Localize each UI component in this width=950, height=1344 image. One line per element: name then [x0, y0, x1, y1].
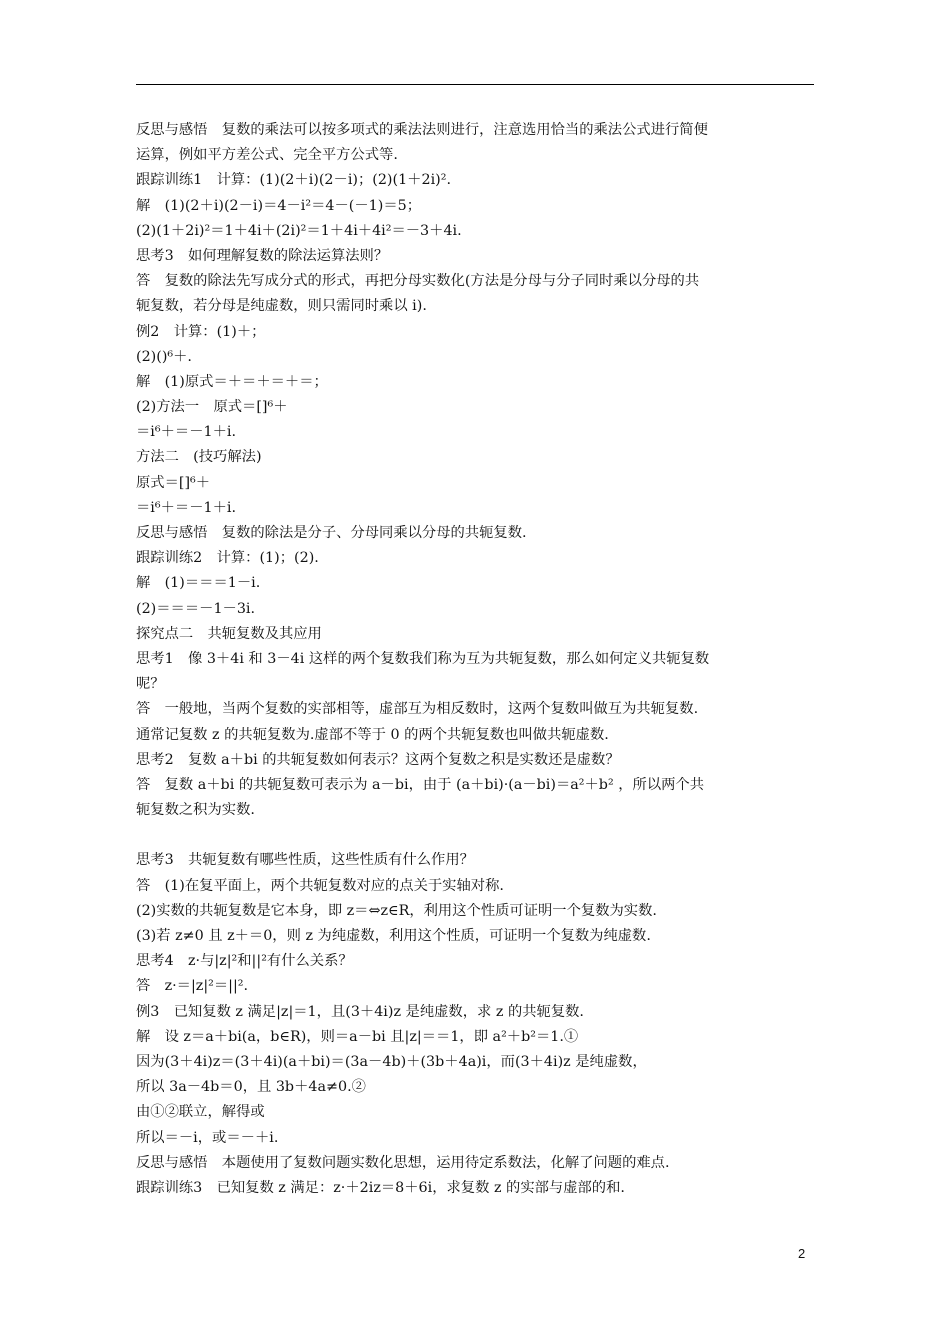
text-line: 方法二 (技巧解法): [136, 449, 262, 466]
text-line: 解 (1)原式＝＋＝＋＝＋＝；: [136, 373, 328, 390]
text-line: (2)(1＋2i)²＝1＋4i＋(2i)²＝1＋4i＋4i²＝－3＋4i.: [136, 222, 462, 239]
text-line: 轭复数，若分母是纯虚数，则只需同时乘以 i).: [136, 298, 427, 315]
page-number: 2: [798, 1246, 806, 1261]
text-line: 解 设 z＝a＋bi(a，b∈R)，则＝a－bi 且|z|＝＝1，即 a²＋b²＝1.①: [136, 1028, 579, 1045]
text-line: 跟踪训练2 计算：(1)；(2).: [136, 550, 319, 567]
text-line: 思考3 共轭复数有哪些性质，这些性质有什么作用？: [136, 852, 474, 869]
text-line: 原式＝[]⁶＋: [136, 474, 211, 491]
text-line: 思考4 z·与|z|²和||²有什么关系？: [136, 953, 353, 970]
text-line: 答 (1)在复平面上，两个共轭复数对应的点关于实轴对称.: [136, 877, 504, 894]
text-line: 呢？: [136, 676, 165, 693]
text-line: 由①②联立，解得或: [136, 1104, 265, 1121]
text-line: (2)()⁶＋.: [136, 348, 192, 365]
text-line: 答 一般地，当两个复数的实部相等，虚部互为相反数时，这两个复数叫做互为共轭复数.: [136, 701, 699, 718]
text-line: (2)＝＝＝－1－3i.: [136, 600, 256, 617]
text-line: (2)实数的共轭复数是它本身，即 z＝⇔z∈R，利用这个性质可证明一个复数为实数.: [136, 902, 657, 919]
text-line: ＝i⁶＋＝－1＋i.: [136, 499, 237, 516]
text-line: 因为(3＋4i)z＝(3＋4i)(a＋bi)＝(3a－4b)＋(3b＋4a)i，而(3＋4i)z 是纯虚数，: [136, 1053, 647, 1070]
text-line: ＝i⁶＋＝－1＋i.: [136, 424, 237, 441]
text-line: 所以 3a－4b＝0，且 3b＋4a≠0.②: [136, 1079, 366, 1096]
text-line: 例3 已知复数 z 满足|z|＝1，且(3＋4i)z 是纯虚数，求 z 的共轭复数.: [136, 1003, 584, 1020]
text-line: 答 复数 a＋bi 的共轭复数可表示为 a－bi，由于 (a＋bi)·(a－bi)＝a²＋b² ，所以两个共: [136, 776, 705, 793]
text-line: 思考1 像 3＋4i 和 3－4i 这样的两个复数我们称为互为共轭复数，那么如何定义共轭复数: [136, 650, 710, 667]
text-line: 运算，例如平方差公式、完全平方公式等.: [136, 147, 398, 164]
text-line: 思考3 如何理解复数的除法运算法则？: [136, 247, 389, 264]
text-line: 答 z·＝|z|²＝||².: [136, 978, 249, 995]
text-line: (3)若 z≠0 且 z＋＝0，则 z 为纯虚数，利用这个性质，可证明一个复数为纯虚数.: [136, 928, 651, 944]
text-line: 例2 计算：(1)＋；: [136, 323, 266, 340]
text-line: 答 复数的除法先写成分式的形式，再把分母实数化(方法是分母与分子同时乘以分母的共: [136, 273, 700, 290]
text-line: 解 (1)(2＋i)(2－i)＝4－i²＝4－(－1)＝5；: [136, 197, 422, 214]
text-line: 解 (1)＝＝＝1－i.: [136, 575, 261, 592]
text-line: 反思与感悟 本题使用了复数问题实数化思想，运用待定系数法，化解了问题的难点.: [136, 1154, 670, 1171]
text-line: 轭复数之积为实数.: [136, 802, 255, 819]
document-body: [136, 118, 816, 1201]
text-line: 思考2 复数 a＋bi 的共轭复数如何表示？这两个复数之积是实数还是虚数？: [136, 751, 620, 768]
header-rule: [136, 84, 814, 85]
text-line: (2)方法一 原式＝[]⁶＋: [136, 399, 288, 416]
text-line: 跟踪训练3 已知复数 z 满足：z·＋2iz＝8＋6i，求复数 z 的实部与虚部的和.: [136, 1179, 625, 1196]
text-line: 反思与感悟 复数的乘法可以按多项式的乘法法则进行，注意选用恰当的乘法公式进行简便: [136, 122, 708, 138]
text-line: 通常记复数 z 的共轭复数为.虚部不等于 0 的两个共轭复数也叫做共轭虚数.: [136, 726, 609, 743]
text-line: 所以＝－i，或＝－＋i.: [136, 1129, 279, 1146]
blank-line: [136, 823, 816, 848]
text-line: 跟踪训练1 计算：(1)(2＋i)(2－i)；(2)(1＋2i)².: [136, 172, 452, 189]
text-line: 探究点二 共轭复数及其应用: [136, 625, 322, 642]
text-line: 反思与感悟 复数的除法是分子、分母同乘以分母的共轭复数.: [136, 525, 527, 541]
